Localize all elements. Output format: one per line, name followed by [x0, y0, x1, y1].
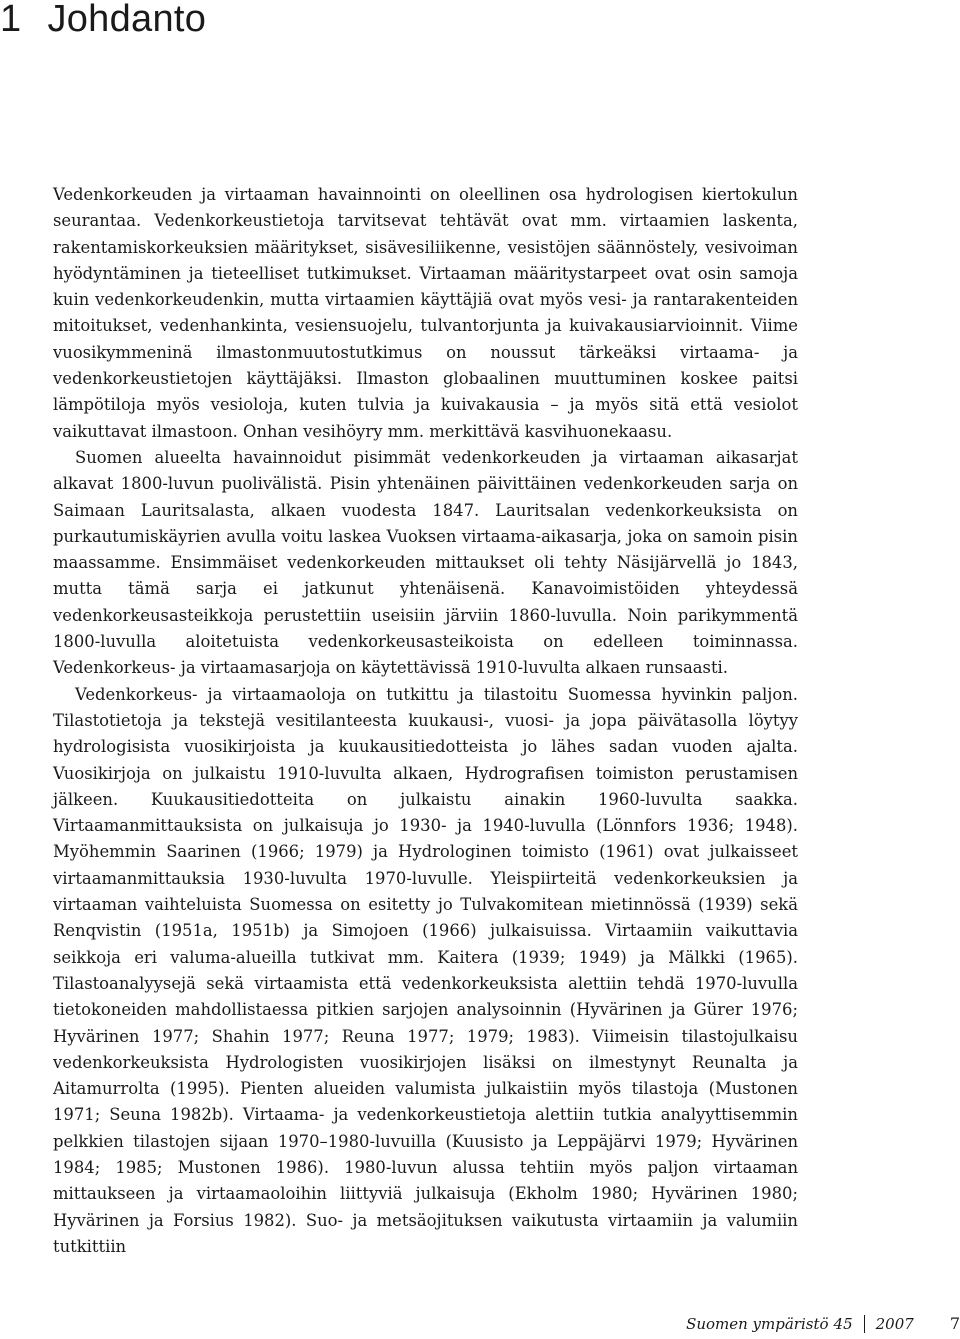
chapter-title: Johdanto [47, 0, 207, 40]
footer-series-number: 45 [833, 1315, 853, 1333]
paragraph: Suomen alueelta havainnoidut pisimmät vedenkorkeuden ja virtaaman aikasarjat alkavat 1800-luvun puolivälistä. Pisin yhtenäinen päivittäinen vedenkorkeuden sarja on Saimaan Lauritsalasta, alkaen vuodesta 1847. Lauritsalan vedenkorkeuksista on purkautumiskäyrien avulla voitu laskea Vuoksen virtaama-aikasarja, joka on samoin pisin maassamme. Ensimmäiset vedenkorkeuden mittaukset oli tehty Näsijärvellä jo 1843, mutta tämä sarja ei jatkunut yhtenäisenä. Kanavoimistöiden yhteydessä vedenkorkeusasteikkoja perustettiin useisiin järviin 1860-luvulla. Noin parikymmentä 1800-luvulla aloitetuista vedenkorkeusasteikoista on edelleen toiminnassa. Vedenkorkeus- ja virtaamasarjoja on käytettävissä 1910-luvulta alkaen runsaasti. [53, 447, 798, 678]
body-text [53, 182, 798, 1260]
paragraph: Vedenkorkeuden ja virtaaman havainnointi on oleellinen osa hydrologisen kiertokulun seurantaa. Vedenkorkeustietoja tarvitsevat tehtävät ovat mm. virtaamien laskenta, rakentamiskorkeuksien määritykset, sisävesiliikenne, vesistöjen säännöstely, vesivoiman hyödyntäminen ja tieteelliset tutkimukset. Virtaaman määritystarpeet ovat osin samoja kuin vedenkorkeudenkin, mutta virtaamien käyttäjiä ovat myös vesi- ja rantarakenteiden mitoitukset, vedenhankinta, vesiensuojelu, tulvantorjunta ja kuivakausiarvioinnit. Viime vuosikymmeninä ilmastonmuutostutkimus on noussut tärkeäksi virtaama- ja vedenkorkeustietojen käyttäjäksi. Ilmaston globaalinen muuttuminen koskee paitsi lämpötiloja myös vesioloja, kuten tulvia ja kuivakausia – ja myös sitä että vesiolot vaikuttavat ilmastoon. Onhan vesihöyry mm. merkittävä kasvihuonekaasu. [53, 185, 798, 441]
chapter-heading [0, 0, 206, 42]
footer-year: 2007 [875, 1315, 914, 1333]
page-footer [686, 1313, 960, 1335]
paragraph: Vedenkorkeus- ja virtaamaoloja on tutkittu ja tilastoitu Suomessa hyvinkin paljon. Tilastotietoja ja tekstejä vesitilanteesta kuukausi-, vuosi- ja jopa päivätasolla löytyy hydrologisista vuosikirjoista ja kuukausitiedotteista jo lähes sadan vuoden ajalta. Vuosikirjoja on julkaistu 1910-luvulta alkaen, Hydrografisen toimiston perustamisen jälkeen. Kuukausitiedotteita on julkaistu ainakin 1960-luvulta saakka. Virtaamanmittauksista on julkaisuja jo 1930- ja 1940-luvulla (Lönnfors 1936; 1948). Myöhemmin Saarinen (1966; 1979) ja Hydrologinen toimisto (1961) ovat julkaisseet virtaamanmittauksia 1930-luvulta 1970-luvulle. Yleispiirteitä vedenkorkeuksien ja virtaaman vaihteluista Suomessa on esitetty jo Tulvakomitean mietinnössä (1939) sekä Renqvistin (1951a, 1951b) ja Simojoen (1966) julkaisuissa. Virtaamiin vaikuttavia seikkoja eri valuma-alueilla tutkivat mm. Kaitera (1939; 1949) ja Mälkki (1965). Tilastoanalyysejä sekä virtaamista että vedenkorkeuksista alettiin tehdä 1970-luvulla tietokoneiden mahdollistaessa pitkien sarjojen analysoinnin (Hyvärinen ja Gürer 1976; Hyvärinen 1977; Shahin 1977; Reuna 1977; 1979; 1983). Viimeisin tilastojulkaisu vedenkorkeuksista Hydrologisten vuosikirjojen lisäksi on ilmestynyt Reunalta ja Aitamurrolta (1995). Pienten alueiden valumista julkaistiin myös tilastoja (Mustonen 1971; Seuna 1982b). Virtaama- ja vedenkorkeustietoja alettiin tutkia analyyttisemmin pelkkien tilastojen sijaan 1970–1980-luvuilla (Kuusisto ja Leppäjärvi 1979; Hyvärinen 1984; 1985; Mustonen 1986). 1980-luvun alussa tehtiin myös paljon virtaaman mittaukseen ja virtaamaoloihin liittyviä julkaisuja (Ekholm 1980; Hyvärinen 1980; Hyvärinen ja Forsius 1982). Suo- ja metsäojituksen vaikutusta virtaamiin ja valumiin tutkittiin [53, 684, 798, 1256]
footer-series-title: Suomen ympäristö [686, 1315, 829, 1333]
page-number: 7 [949, 1314, 960, 1333]
footer-divider [864, 1315, 865, 1333]
chapter-number: 1 [0, 0, 22, 40]
